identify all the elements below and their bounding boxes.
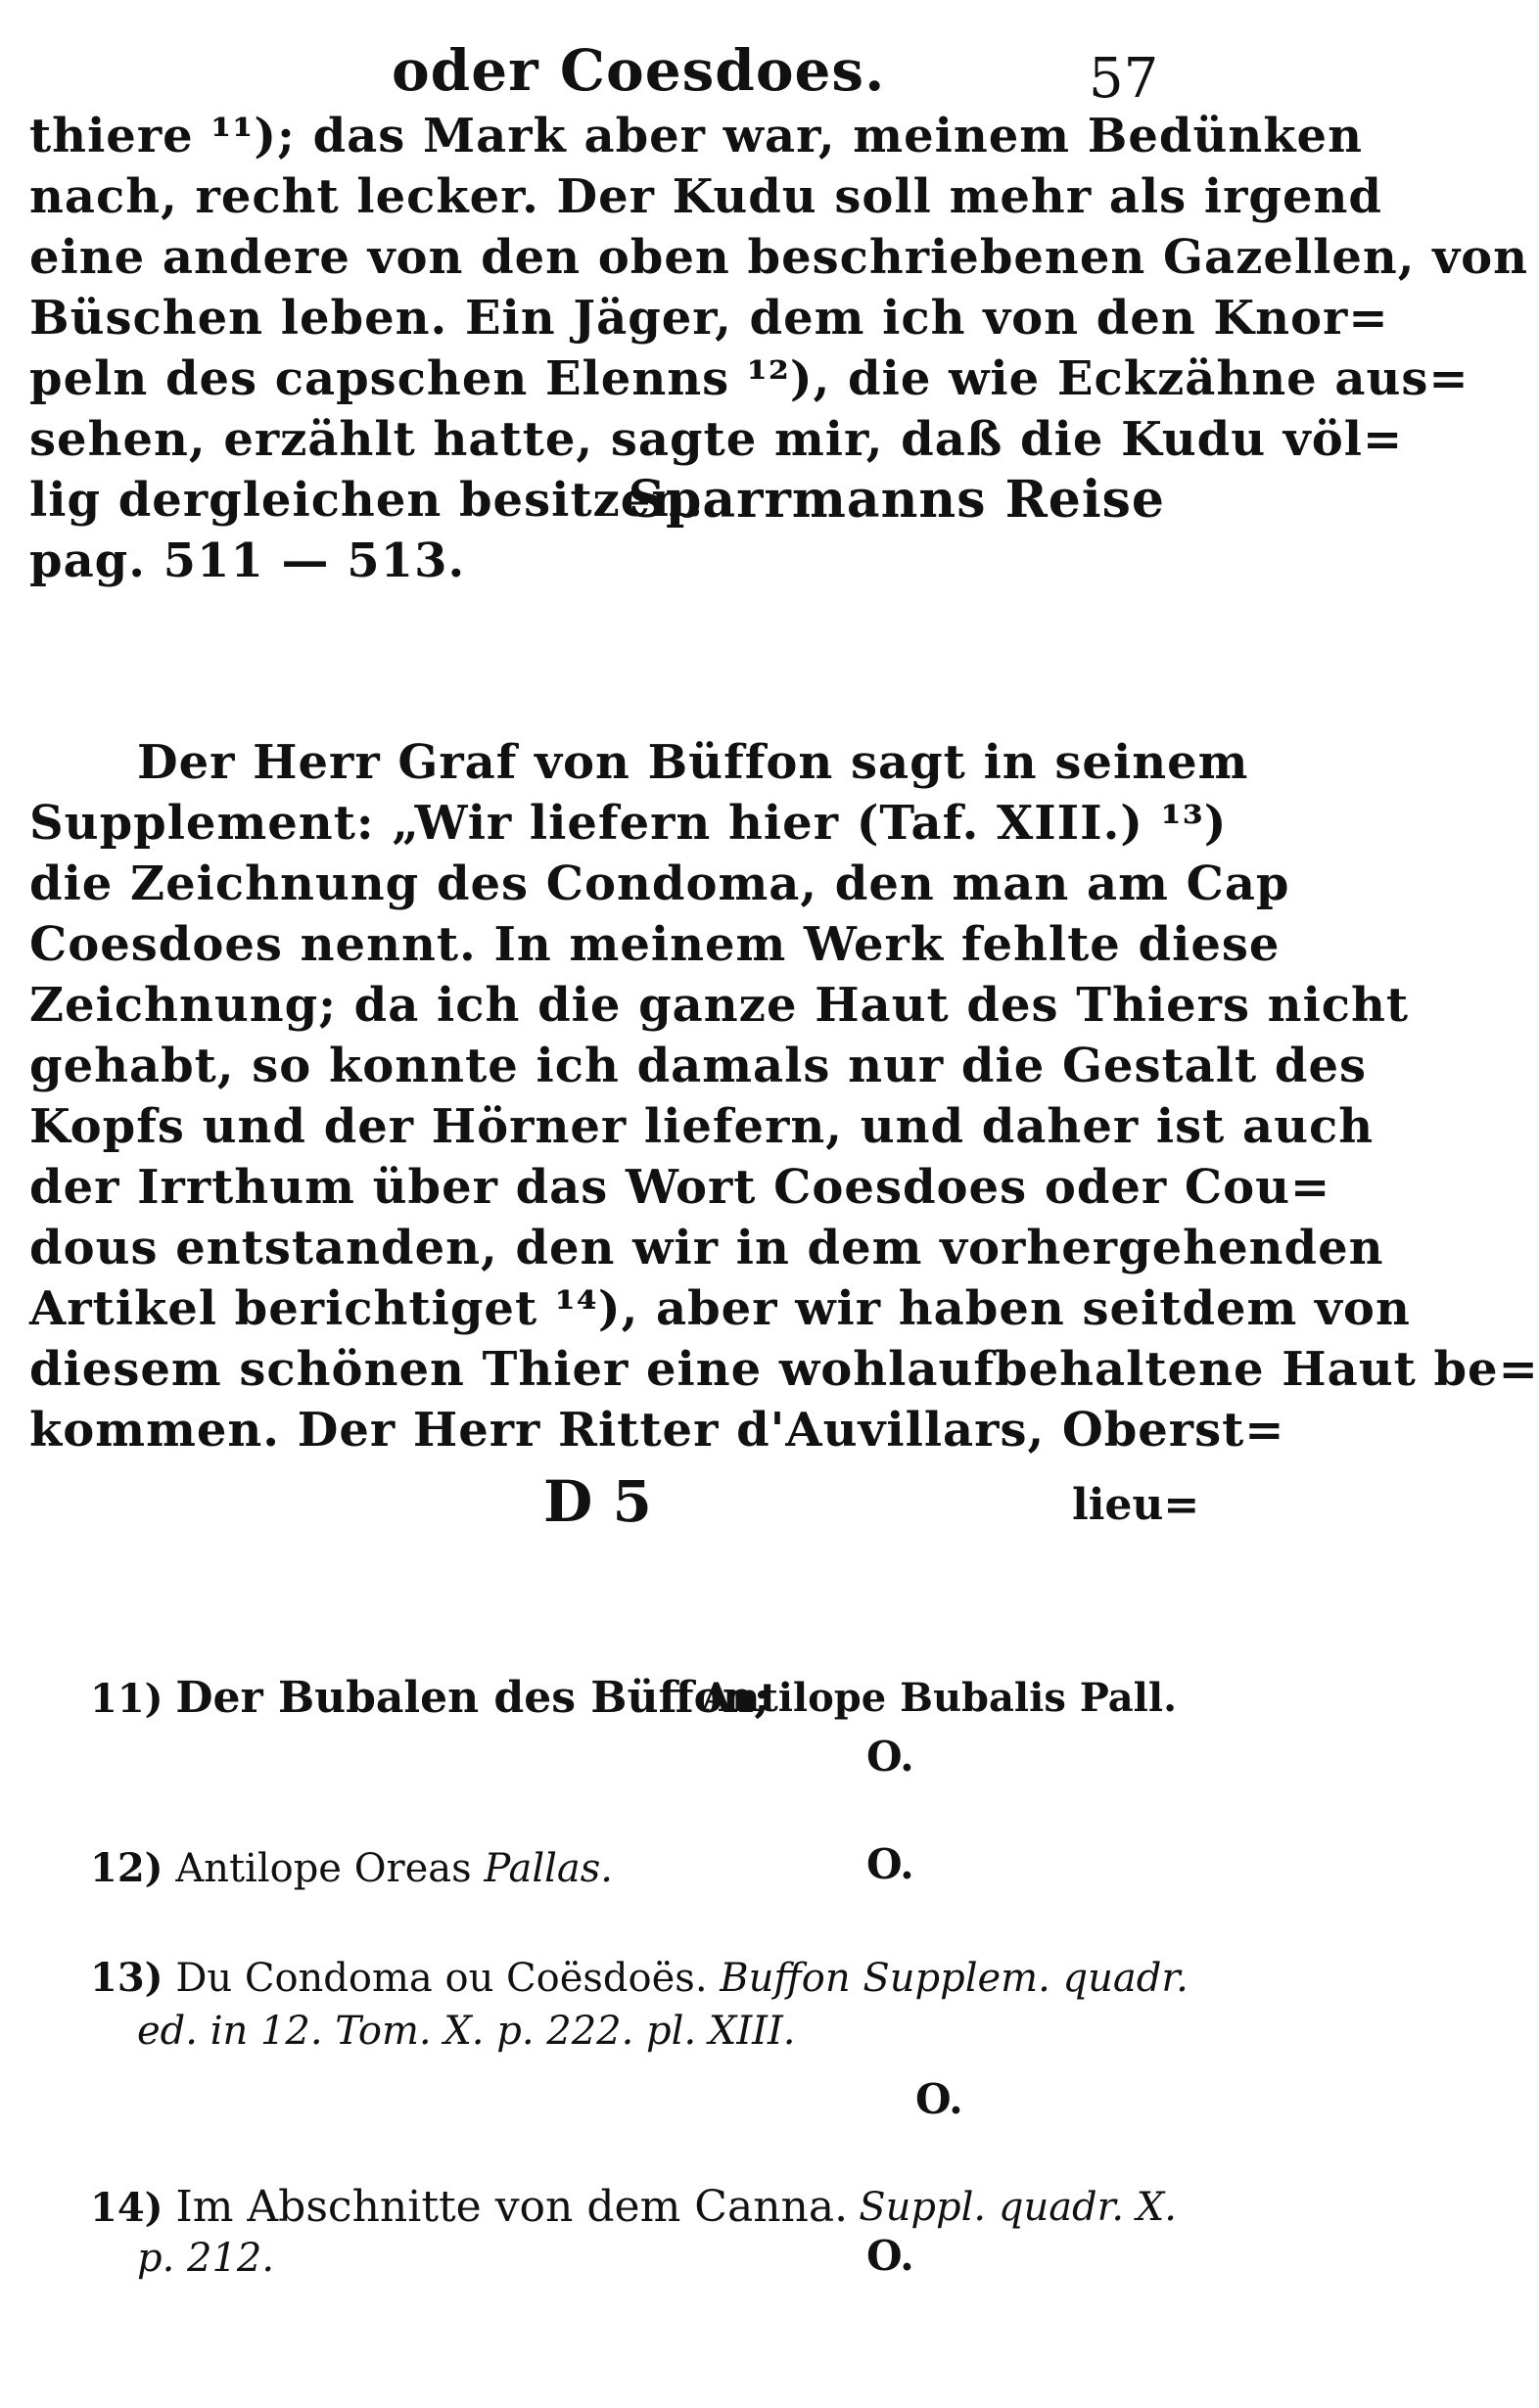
text-line: dous entstanden, den wir in dem vorhergehenden xyxy=(29,1221,1384,1275)
footnote-latin: Antilope Bubalis Pall. xyxy=(701,1675,1177,1721)
footnote-label: 12) xyxy=(90,1845,163,1891)
text-line: Der Herr Graf von Büffon sagt in seinem xyxy=(137,735,1249,790)
footnote-signature: O. xyxy=(866,1733,914,1781)
footnote-11 xyxy=(90,1672,1177,1726)
text-line: Büschen leben. Ein Jäger, dem ich von den Knor= xyxy=(29,291,1389,346)
text-line: Supplement: „Wir liefern hier (Taf. XIII.) ¹³) xyxy=(29,796,1228,851)
footnote-ref-cont: p. 212. xyxy=(137,2236,275,2281)
footnote-text: Im Abschnitte von dem Canna. xyxy=(175,2182,849,2232)
footnote-signature: O. xyxy=(866,1840,914,1888)
text-line: sehen, erzählt hatte, sagte mir, daß die Kudu völ= xyxy=(29,412,1404,467)
signature-mark: D 5 xyxy=(543,1468,652,1535)
footnote-label: 14) xyxy=(90,2185,163,2231)
citation-title: Sparrmanns Reise xyxy=(628,470,1165,530)
text-line-content: lig dergleichen besitzen. xyxy=(29,473,704,528)
text-line: diesem schönen Thier eine wohlaufbehaltene Haut be= xyxy=(29,1342,1539,1397)
footnote-author: Pallas. xyxy=(484,1846,614,1891)
text-line: der Irrthum über das Wort Coesdoes oder Cou= xyxy=(29,1160,1331,1215)
text-line: gehabt, so konnte ich damals nur die Gestalt des xyxy=(29,1039,1368,1093)
text-line: nach, recht lecker. Der Kudu soll mehr als irgend xyxy=(29,169,1382,224)
footnote-ref: Buffon Supplem. quadr. xyxy=(720,1956,1189,2001)
catchword: lieu= xyxy=(1072,1480,1200,1530)
page-number: 57 xyxy=(1089,47,1159,111)
footnote-text: Der Bubalen des Büffon; xyxy=(175,1673,770,1723)
footnote-signature: O. xyxy=(915,2075,963,2123)
text-line: thiere ¹¹); das Mark aber war, meinem Bedünken xyxy=(29,109,1363,163)
text-line: kommen. Der Herr Ritter d'Auvillars, Oberst= xyxy=(29,1403,1285,1458)
text-line: die Zeichnung des Condoma, den man am Cap xyxy=(29,857,1290,911)
text-line: peln des capschen Elenns ¹²), die wie Eckzähne aus= xyxy=(29,351,1469,406)
page-header xyxy=(0,18,1232,112)
footnote-14 xyxy=(90,2181,1177,2235)
text-line: Coesdoes nennt. In meinem Werk fehlte diese xyxy=(29,917,1281,972)
footnote-label: 13) xyxy=(90,1955,163,2001)
text-line: eine andere von den oben beschriebenen Gazellen, von xyxy=(29,230,1528,285)
footnote-text: Du Condoma ou Coësdoës. xyxy=(175,1956,708,2001)
text-line xyxy=(29,470,1165,531)
citation-pages: pag. 511 — 513. xyxy=(29,533,466,588)
footnote-ref-cont: ed. in 12. Tom. X. p. 222. pl. XIII. xyxy=(137,2009,796,2054)
footnote-signature: O. xyxy=(866,2232,914,2280)
text-line: Kopfs und der Hörner liefern, und daher ist auch xyxy=(29,1099,1375,1154)
footnote-13 xyxy=(90,1952,1189,2005)
running-head: oder Coesdoes. xyxy=(392,37,886,104)
footnote-12 xyxy=(90,1842,1177,1895)
text-line: Zeichnung; da ich die ganze Haut des Thiers nicht xyxy=(29,978,1410,1033)
footnote-text: Antilope Oreas xyxy=(175,1846,472,1891)
text-line: Artikel berichtiget ¹⁴), aber wir haben seitdem von xyxy=(29,1281,1411,1336)
footnote-ref: Suppl. quadr. X. xyxy=(859,2185,1177,2230)
footnote-label: 11) xyxy=(90,1676,163,1722)
